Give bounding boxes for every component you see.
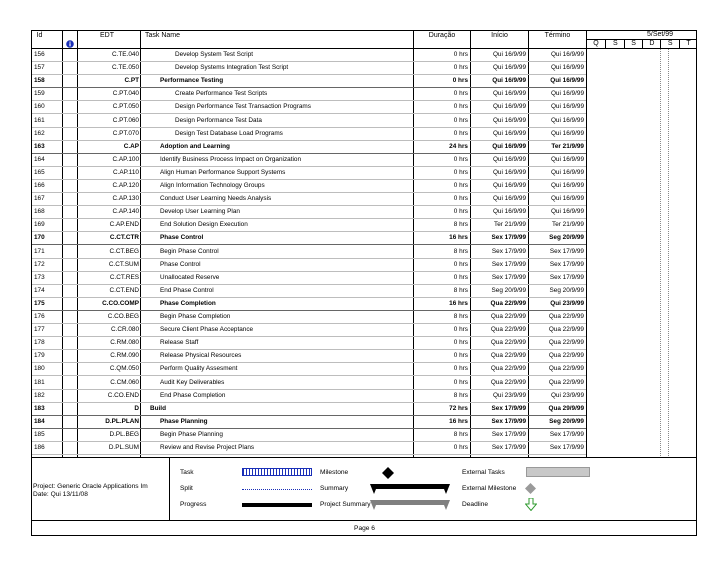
task-duration: 0 hrs [453,195,468,203]
task-edt: D.PL.BEG [109,430,139,438]
task-name: Design Test Database Load Programs [175,129,283,137]
table-row[interactable] [32,101,586,113]
task-duration: 0 hrs [453,326,468,334]
table-row[interactable] [32,363,586,375]
legend-summary-label: Summary [320,485,349,492]
task-id: 161 [34,116,45,124]
task-edt: C.AP.130 [112,195,139,203]
gantt-chart-area [587,49,697,456]
task-finish: Qui 16/9/99 [550,195,584,203]
timescale-day: T [679,40,698,48]
task-duration: 0 hrs [453,260,468,268]
task-edt: C.CT.SUM [108,260,139,268]
legend-external-milestone-label: External Milestone [462,485,517,492]
task-start: Qui 16/9/99 [492,142,526,150]
task-finish: Qui 16/9/99 [550,51,584,58]
task-duration: 24 hrs [449,142,468,150]
legend-project-summary-label: Project Summary [320,501,371,508]
task-finish: Qua 22/9/99 [548,326,584,334]
task-id: 158 [34,77,45,85]
task-finish: Ter 21/9/99 [551,142,584,150]
task-duration: 0 hrs [453,444,468,451]
task-edt: C.PT.060 [112,116,139,124]
legend-progress-label: Progress [180,501,207,508]
task-duration: 0 hrs [453,103,468,111]
project-summary-swatch [370,500,450,512]
task-id: 176 [34,313,45,320]
task-id: 175 [34,299,45,307]
task-edt: C.TE.050 [112,64,139,72]
timescale-day: S [605,40,624,48]
task-edt: C.PT.070 [112,129,139,137]
task-name: Develop System Test Script [175,51,254,58]
table-row[interactable] [32,390,586,402]
task-edt: C.CT.RES [109,273,139,281]
progress-swatch [242,503,312,507]
task-edt: C.RM.080 [110,339,139,347]
task-id: 183 [34,404,45,412]
task-finish: Qui 23/9/99 [550,391,584,399]
task-id: 159 [34,90,45,98]
task-edt: C.PT.040 [112,90,139,98]
task-start: Qui 16/9/99 [492,90,526,98]
task-finish: Qui 16/9/99 [550,155,584,163]
task-finish: Qua 22/9/99 [548,313,584,320]
task-duration: 8 hrs [453,391,468,399]
task-finish: Sex 17/9/99 [549,247,584,255]
task-start: Sex 17/9/99 [491,260,526,268]
task-edt: C.CR.080 [110,326,139,334]
task-edt: C.QM.050 [109,365,139,373]
task-name: Design Performance Test Transaction Programs [175,103,311,111]
page-number: Page 6 [354,525,375,532]
task-duration: 0 hrs [453,273,468,281]
task-finish: Seg 20/9/99 [549,286,584,294]
page-footer [32,520,697,537]
table-row[interactable] [32,311,586,323]
table-row[interactable] [32,416,586,428]
legend-project: Project: Generic Oracle Applications Im [33,483,148,490]
task-name: Review and Revise Project Plans [160,444,255,451]
weekend-gridline [668,49,669,456]
task-duration: 16 hrs [449,299,468,307]
task-finish: Sex 17/9/99 [549,273,584,281]
task-duration: 0 hrs [453,365,468,373]
table-row[interactable] [32,429,586,441]
task-start: Qua 22/9/99 [490,313,526,320]
task-start: Qui 16/9/99 [492,103,526,111]
task-duration: 0 hrs [453,378,468,386]
task-start: Qui 16/9/99 [492,208,526,216]
task-duration: 0 hrs [453,168,468,176]
task-finish: Qui 16/9/99 [550,64,584,72]
row-separator [32,454,586,455]
task-start: Qua 22/9/99 [490,326,526,334]
task-id: 171 [34,247,45,255]
task-id: 181 [34,378,45,386]
task-name: Align Human Performance Support Systems [160,168,286,176]
task-edt: C.AP.140 [112,208,139,216]
timescale-day: S [660,40,679,48]
task-name: Begin Phase Completion [160,313,231,320]
task-finish: Qui 16/9/99 [550,90,584,98]
task-finish: Ter 21/9/99 [552,221,584,229]
task-finish: Qui 16/9/99 [550,103,584,111]
task-id: 179 [34,352,45,360]
task-duration: 0 hrs [453,51,468,58]
task-name: Release Staff [160,339,199,347]
table-row[interactable] [32,180,586,192]
task-bar-swatch [242,468,312,476]
legend [32,457,697,521]
task-name: Conduct User Learning Needs Analysis [160,195,272,203]
task-finish: Qua 29/9/99 [548,404,584,412]
table-row[interactable] [32,49,586,61]
task-id: 169 [34,221,45,229]
task-id: 185 [34,430,45,438]
deadline-arrow-icon [525,498,537,511]
task-start: Qui 16/9/99 [492,129,526,137]
task-start: Qui 16/9/99 [492,77,526,85]
task-id: 163 [34,142,45,150]
task-id: 172 [34,260,45,268]
task-id: 157 [34,64,45,72]
task-duration: 0 hrs [453,90,468,98]
task-finish: Seg 20/9/99 [549,417,584,425]
split-swatch [242,489,312,490]
task-name: Secure Client Phase Acceptance [160,326,254,334]
external-tasks-swatch [526,467,590,477]
task-id: 162 [34,129,45,137]
task-finish: Qua 22/9/99 [548,339,584,347]
task-edt: C.CT.CTR [109,234,139,242]
task-id: 166 [34,182,45,189]
task-duration: 16 hrs [449,234,468,242]
task-name: Phase Control [160,234,204,242]
task-id: 177 [34,326,45,334]
header-edt: EDT [100,32,114,39]
task-edt: C.AP.100 [112,155,139,163]
task-start: Sex 17/9/99 [491,417,526,425]
task-start: Qua 22/9/99 [490,339,526,347]
task-duration: 0 hrs [453,155,468,163]
task-edt: C.CT.BEG [109,247,139,255]
task-id: 165 [34,168,45,176]
task-start: Qui 16/9/99 [492,168,526,176]
legend-task-label: Task [180,469,194,476]
table-row[interactable] [32,232,586,244]
header-duration: Duração [428,32,456,39]
task-finish: Sex 17/9/99 [549,430,584,438]
task-name: Develop Systems Integration Test Script [175,64,289,72]
task-start: Sex 17/9/99 [491,247,526,255]
task-id: 178 [34,339,45,347]
task-name: End Phase Control [160,286,214,294]
table-row[interactable] [32,246,586,258]
task-name: Audit Key Deliverables [160,378,225,386]
task-id: 186 [34,444,45,451]
timescale-day: D [642,40,661,48]
task-edt: C.TE.040 [112,51,139,58]
task-start: Ter 21/9/99 [494,221,526,229]
table-row[interactable] [32,167,586,179]
header-finish: Término [544,32,571,39]
table-row[interactable] [32,377,586,389]
timescale-date: 5/Set/99 [647,31,674,38]
task-edt: D.PL.PLAN [105,417,139,425]
header-task-name: Task Name [145,32,181,39]
task-id: 174 [34,286,45,294]
task-name: End Phase Completion [160,391,226,399]
task-finish: Qui 16/9/99 [550,77,584,85]
weekend-gridline [660,49,661,456]
table-row[interactable] [32,193,586,205]
table-row[interactable] [32,206,586,218]
table-row[interactable] [32,285,586,297]
task-edt: C.AP.END [109,221,139,229]
task-name: Performance Testing [160,77,224,85]
task-edt: C.CO.COMP [102,299,139,307]
task-name: Begin Phase Control [160,247,219,255]
table-row[interactable] [32,337,586,349]
legend-deadline-label: Deadline [462,501,489,508]
task-start: Sex 17/9/99 [491,404,526,412]
task-duration: 8 hrs [453,286,468,294]
task-edt: C.AP.120 [112,182,139,189]
task-name: Phase Control [160,260,201,268]
table-row[interactable] [32,350,586,362]
task-finish: Qua 22/9/99 [548,352,584,360]
task-name: Perform Quality Assesment [160,365,238,373]
header-start: Início [491,32,508,39]
task-duration: 8 hrs [453,247,468,255]
table-row[interactable] [32,403,586,415]
task-finish: Sex 17/9/99 [549,260,584,268]
task-start: Seg 20/9/99 [491,286,526,294]
task-start: Sex 17/9/99 [491,444,526,451]
task-id: 160 [34,103,45,111]
task-start: Qui 23/9/99 [492,391,526,399]
task-duration: 0 hrs [452,77,468,85]
task-name: Release Physical Resources [160,352,242,360]
task-duration: 0 hrs [453,64,468,72]
task-edt: D.PL.SUM [108,444,139,451]
table-row[interactable] [32,115,586,127]
task-finish: Qui 16/9/99 [550,208,584,216]
table-row[interactable] [32,324,586,336]
table-row[interactable] [32,141,586,153]
task-id: 167 [34,195,45,203]
task-id: 170 [34,234,45,242]
task-name: Phase Planning [160,417,208,425]
legend-split-label: Split [180,485,193,492]
task-finish: Qui 16/9/99 [550,168,584,176]
task-duration: 0 hrs [453,339,468,347]
task-start: Qua 22/9/99 [490,299,526,307]
task-edt: C.CO.BEG [107,313,139,320]
task-edt: C.PT [124,77,139,85]
summary-bar-swatch [370,484,450,496]
task-duration: 8 hrs [453,313,468,320]
task-finish: Sex 17/9/99 [549,444,584,451]
task-name: Identify Business Process Impact on Organization [160,155,302,163]
task-start: Qua 22/9/99 [490,352,526,360]
task-start: Qui 16/9/99 [492,155,526,163]
task-name: Unallocated Reserve [160,273,220,281]
timescale-top [587,31,697,40]
task-edt: C.CO.END [107,391,139,399]
task-finish: Qua 22/9/99 [548,378,584,386]
task-name: Build [150,404,166,412]
table-row[interactable] [32,88,586,100]
external-milestone-diamond-icon [525,483,536,494]
table-row[interactable] [32,219,586,231]
task-edt: C.AP [123,142,139,150]
task-duration: 0 hrs [453,182,468,189]
timescale-day: Q [593,40,599,47]
task-name: Develop User Learning Plan [160,208,240,216]
task-start: Qui 16/9/99 [492,64,526,72]
table-row[interactable] [32,128,586,140]
task-name: Design Performance Test Data [175,116,262,124]
table-row[interactable] [32,259,586,271]
task-start: Sex 17/9/99 [491,234,526,242]
task-id: 164 [34,155,45,163]
task-name: Phase Completion [160,299,216,307]
task-duration: 8 hrs [453,221,468,229]
task-id: 173 [34,273,45,281]
task-start: Qui 16/9/99 [492,116,526,124]
table-row[interactable] [32,154,586,166]
milestone-diamond-icon [382,467,394,479]
task-duration: 0 hrs [453,352,468,360]
table-row[interactable] [32,272,586,284]
legend-external-tasks-label: External Tasks [462,469,505,476]
task-start: Sex 17/9/99 [491,273,526,281]
task-start: Qui 16/9/99 [492,182,526,189]
task-duration: 0 hrs [453,129,468,137]
task-duration: 0 hrs [453,208,468,216]
task-id: 180 [34,365,45,373]
table-row[interactable] [32,75,586,87]
task-finish: Seg 20/9/99 [549,234,584,242]
timescale-days [587,40,697,48]
legend-milestone-label: Milestone [320,469,349,476]
task-finish: Qui 16/9/99 [550,116,584,124]
table-header [32,31,697,49]
info-icon [66,40,74,48]
task-edt: D [134,404,139,412]
task-edt: C.CT.END [109,286,139,294]
task-start: Qua 22/9/99 [490,365,526,373]
header-id: Id [36,32,43,39]
task-id: 168 [34,208,45,216]
task-name: Align Information Technology Groups [160,182,265,189]
task-finish: Qui 23/9/99 [550,299,584,307]
legend-divider [169,458,170,521]
task-start: Qui 16/9/99 [492,195,526,203]
task-name: End Solution Design Execution [160,221,248,229]
task-edt: C.RM.090 [110,352,139,360]
task-id: 184 [34,417,45,425]
task-duration: 0 hrs [453,116,468,124]
timescale-day: S [624,40,643,48]
task-finish: Qui 16/9/99 [550,129,584,137]
task-duration: 16 hrs [449,417,468,425]
task-edt: C.AP.110 [112,168,139,176]
task-start: Sex 17/9/99 [491,430,526,438]
task-start: Qui 16/9/99 [492,51,526,58]
task-id: 156 [34,51,45,58]
task-name: Adoption and Learning [160,142,230,150]
task-edt: C.PT.050 [112,103,139,111]
table-row[interactable] [32,62,586,74]
task-name: Create Performance Test Scripts [175,90,268,98]
task-name: Begin Phase Planning [160,430,223,438]
task-duration: 72 hrs [449,404,468,412]
task-duration: 8 hrs [453,430,468,438]
task-edt: C.CM.060 [110,378,139,386]
task-finish: Qua 22/9/99 [548,365,584,373]
task-start: Qua 22/9/99 [490,378,526,386]
table-row[interactable] [32,298,586,310]
gantt-page [31,30,697,536]
table-row[interactable] [32,442,586,454]
task-finish: Qui 16/9/99 [550,182,584,189]
task-id: 182 [34,391,45,399]
legend-date: Date: Qui 13/11/08 [33,491,88,498]
